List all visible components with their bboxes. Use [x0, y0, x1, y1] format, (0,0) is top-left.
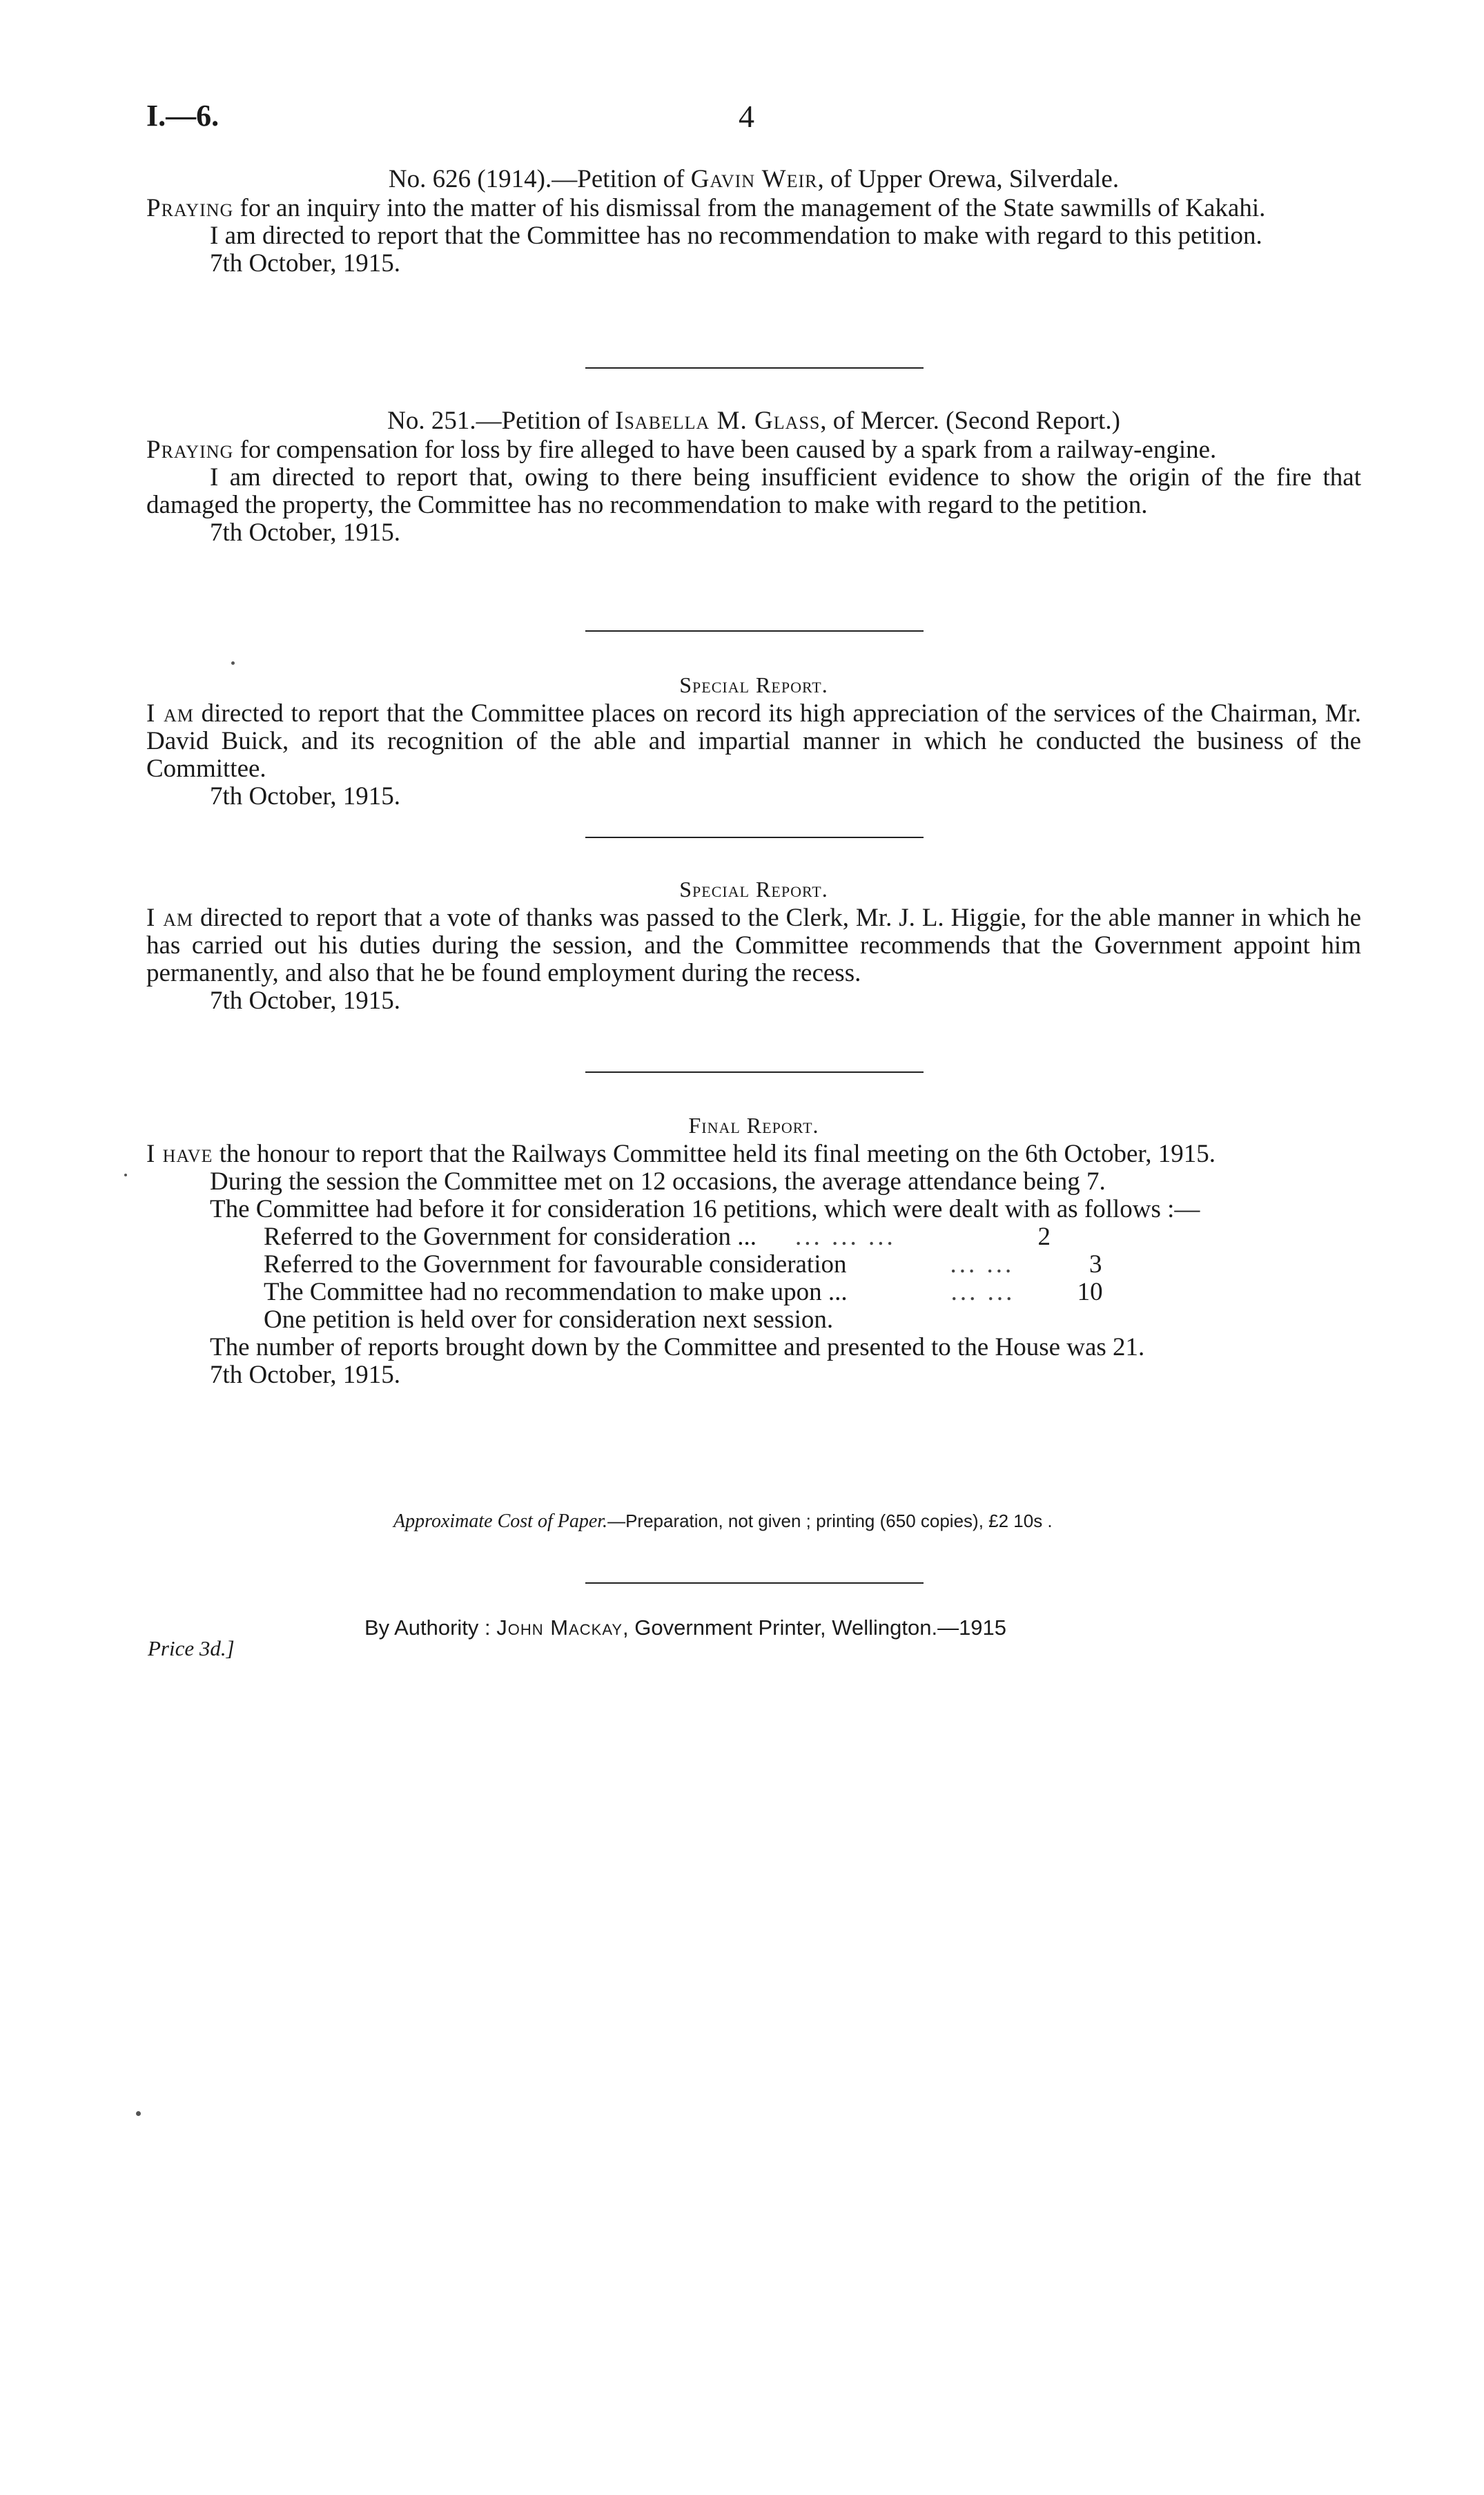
scan-speck	[231, 661, 235, 665]
final-report-section	[146, 1111, 1361, 1389]
petition-626-report: I am directed to report that the Committee has no recommendation to make with regard to this petition.	[210, 222, 1262, 250]
final-report-reports-count: The number of reports brought down by the Committee and presented to the House was 21.	[210, 1333, 1145, 1361]
petition-626-date: 7th October, 1915.	[210, 249, 400, 278]
final-report-date: 7th October, 1915.	[210, 1361, 400, 1389]
petition-626-title: No. 626 (1914).—Petition of Gavin Weir, of Upper Orewa, Silverdale.	[388, 165, 1120, 193]
petition-251-date: 7th October, 1915.	[210, 518, 400, 547]
special-report-2-text: I am directed to report that a vote of thanks was passed to the Clerk, Mr. J. L. Higgie, for the able manner in which he has carried out his duties during the session, and the Committee recommends that the Government appoint him permanently, and also that he be found employment during the recess.	[146, 904, 1362, 987]
document-code: I.—6.	[146, 99, 219, 133]
final-report-sessions: During the session the Committee met on 12 occasions, the average attendance being 7.	[210, 1167, 1106, 1196]
section-divider	[585, 837, 924, 838]
petition-outcome-list	[146, 1223, 1361, 1334]
footer-divider	[585, 1582, 924, 1584]
petition-626-praying: Praying for an inquiry into the matter of his dismissal from the management of the State sawmills of Kakahi.	[146, 194, 1266, 222]
petitioner-name: Isabella M. Glass	[615, 407, 821, 435]
petitioner-name: Gavin Weir	[690, 165, 818, 193]
petition-251-title: No. 251.—Petition of Isabella M. Glass, of Mercer. (Second Report.)	[387, 407, 1120, 435]
special-report-2-heading: Special Report.	[679, 877, 828, 902]
final-report-heading: Final Report.	[688, 1113, 819, 1138]
section-divider	[585, 367, 924, 369]
printer-authority: By Authority : John Mackay, Government Printer, Wellington.—1915	[364, 1615, 1007, 1640]
section-divider	[585, 1071, 924, 1073]
list-item: Referred to the Government for consideration ... ... ... ... 2	[264, 1223, 1051, 1251]
cost-of-paper-note: Approximate Cost of Paper.—Preparation, not given ; printing (650 copies), £2 10s .	[393, 1511, 1053, 1532]
list-item: Referred to the Government for favourable consideration ... ... 3	[264, 1250, 1102, 1279]
petition-626-section	[146, 166, 1361, 278]
final-report-intro: I have the honour to report that the Railways Committee held its final meeting on the 6th October, 1915.	[146, 1140, 1215, 1168]
petition-251-section	[146, 407, 1361, 547]
petition-251-report: I am directed to report that, owing to there being insufficient evidence to show the origin of the fire that damaged the property, the Committee has no recommendation to make with regard to the petition.	[146, 463, 1361, 519]
scan-speck	[136, 2111, 141, 2116]
section-divider	[585, 630, 924, 632]
final-report-petitions: The Committee had before it for consideration 16 petitions, which were dealt with as follows :—	[210, 1195, 1200, 1223]
held-over-note: One petition is held over for consideration next session.	[264, 1305, 834, 1334]
special-report-1-text: I am directed to report that the Committee places on record its high appreciation of the services of the Chairman, Mr. David Buick, and its recognition of the able and impartial manner in which he conducted the business of the Committee.	[146, 699, 1361, 783]
page-number: 4	[739, 99, 754, 134]
scan-speck	[124, 1174, 127, 1176]
special-report-1-heading: Special Report.	[679, 672, 828, 697]
price-label: Price 3d.]	[148, 1636, 235, 1660]
special-report-2-section	[146, 875, 1361, 1015]
special-report-1-date: 7th October, 1915.	[210, 782, 400, 810]
special-report-1-section	[146, 671, 1361, 810]
list-item: The Committee had no recommendation to make upon ... ... ... 10	[264, 1278, 1103, 1306]
special-report-2-date: 7th October, 1915.	[210, 987, 400, 1015]
petition-251-praying: Praying for compensation for loss by fire alleged to have been caused by a spark from a railway-engine.	[146, 436, 1217, 464]
